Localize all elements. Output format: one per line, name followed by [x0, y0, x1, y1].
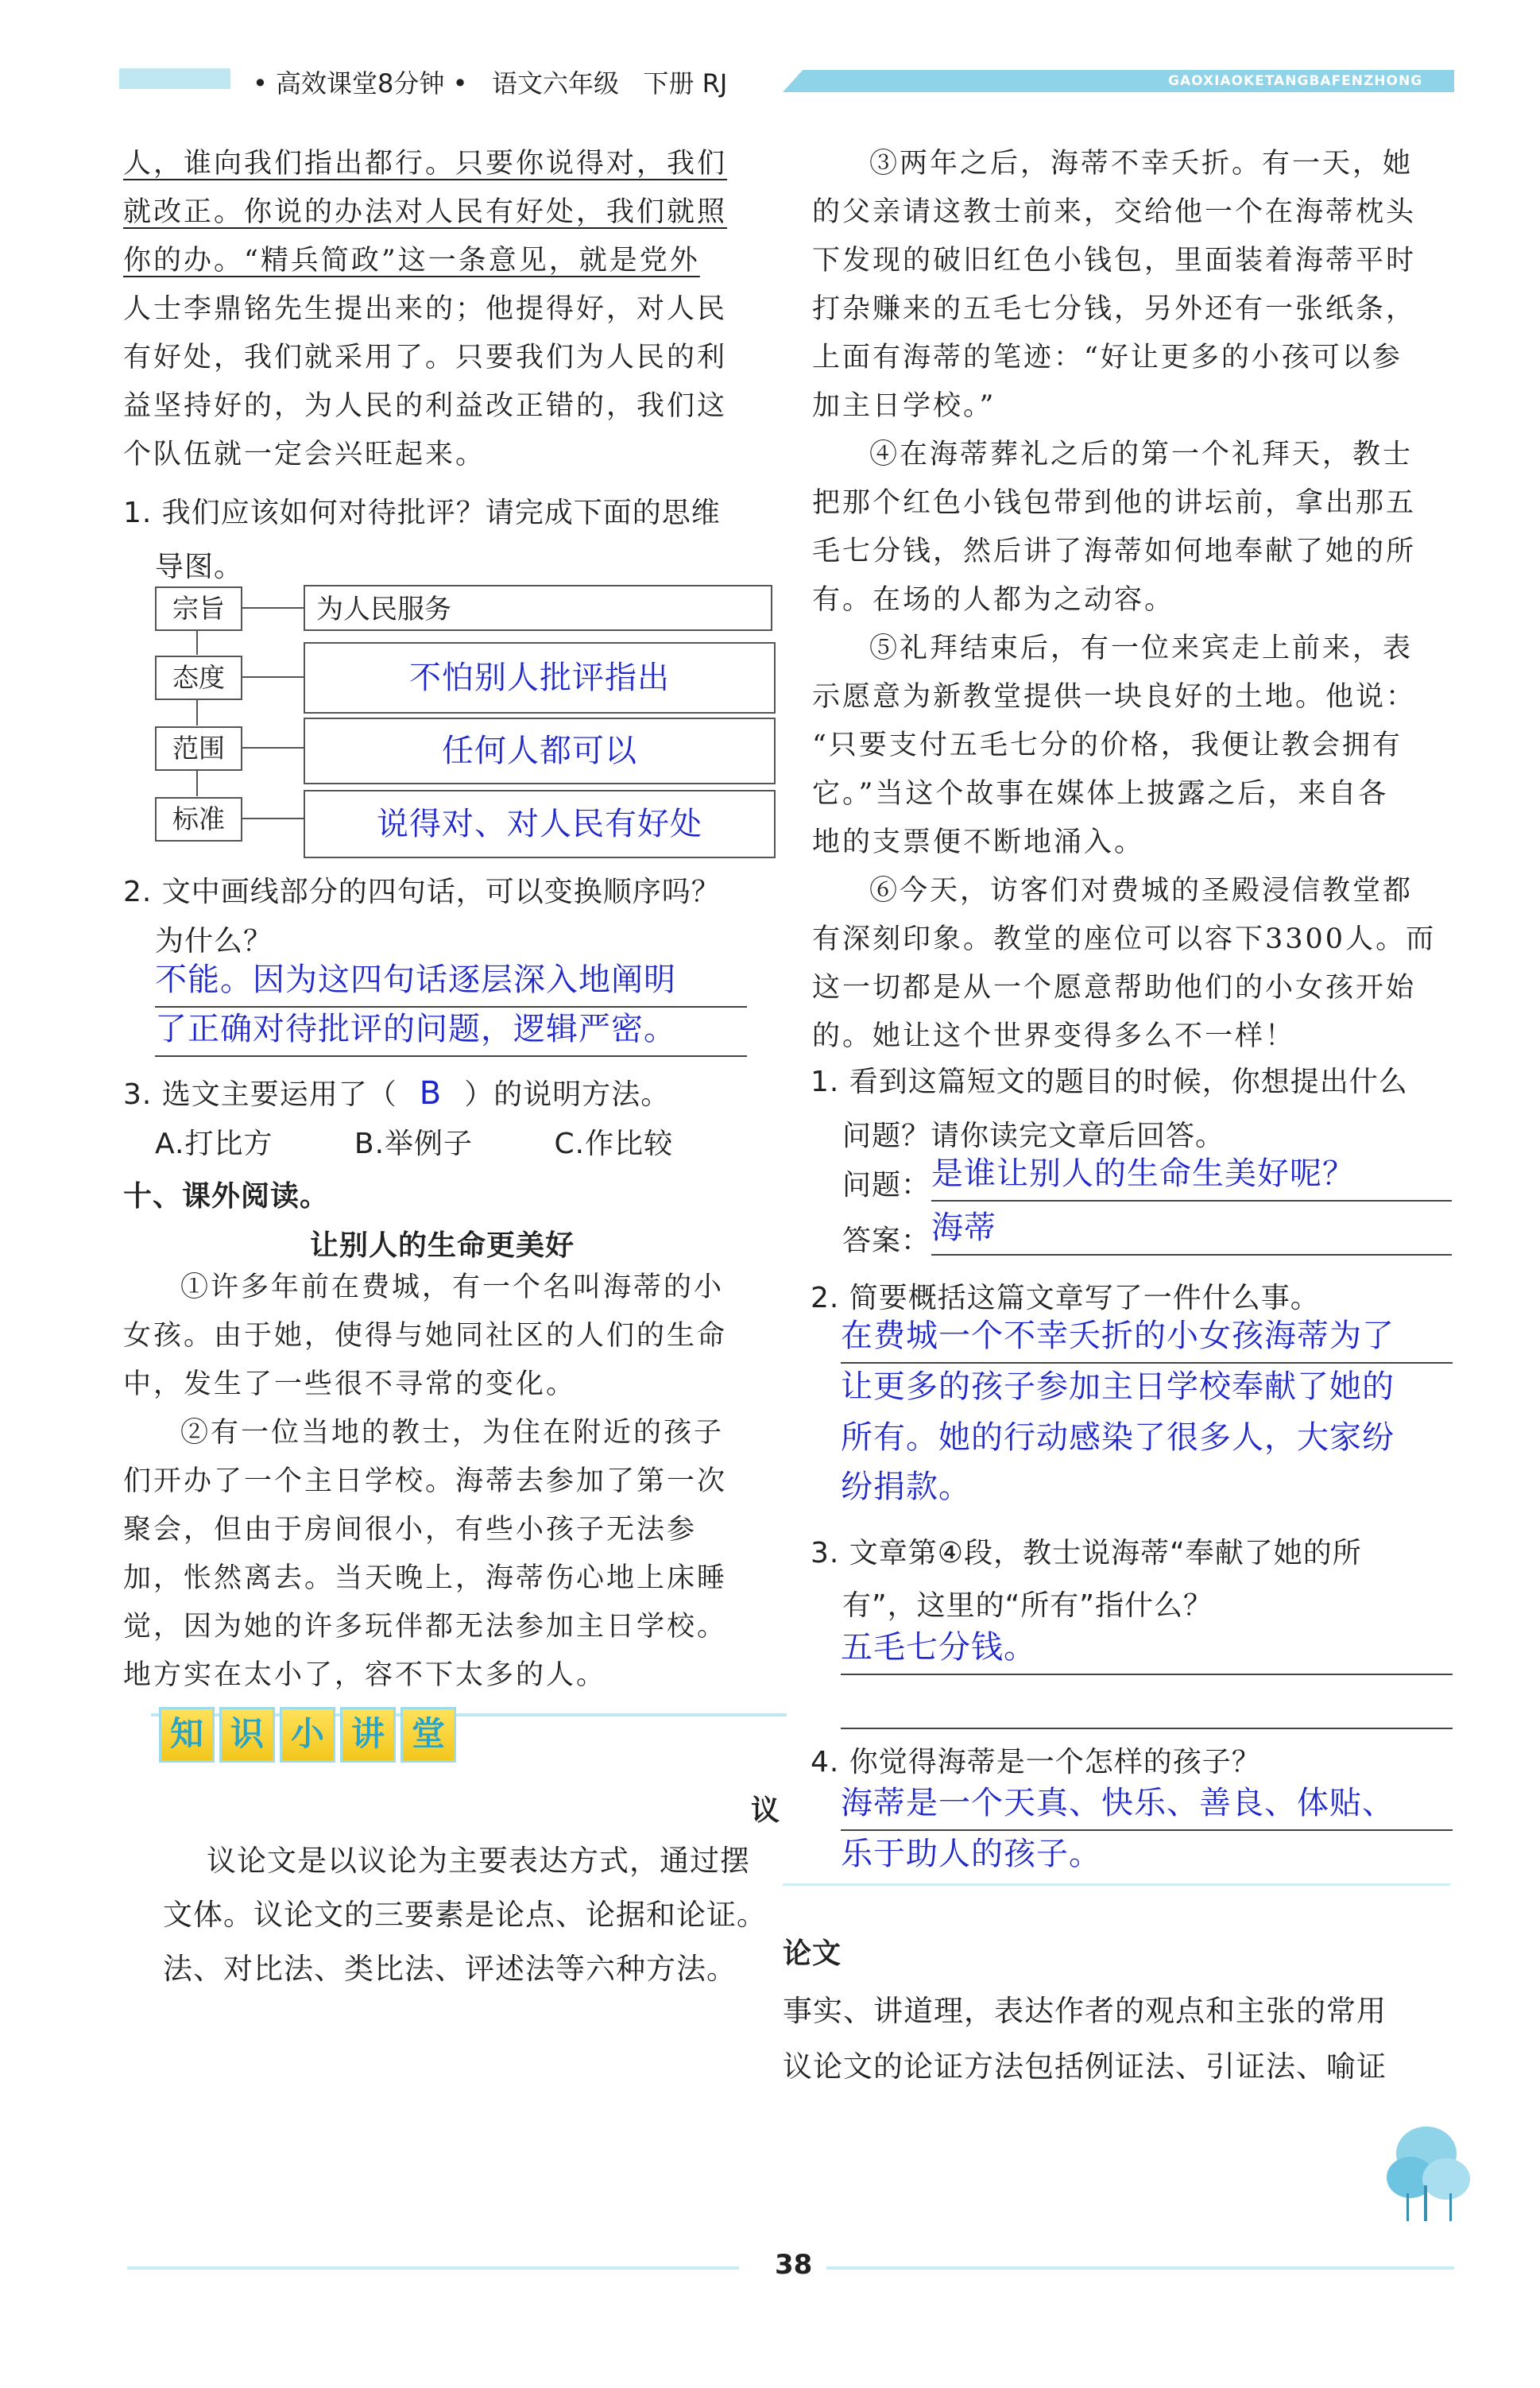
story-title: 让别人的生命更美好 [310, 1229, 575, 1262]
knowledge-text-left-2 [163, 1888, 767, 1996]
story-line: 地方实在太小了，容不下太多的人。 [123, 1659, 607, 1691]
story-line: 加主日学校。” [812, 390, 996, 422]
mindmap-connector [241, 818, 304, 819]
rq1-question-answer: 是谁让别人的生命生美好呢？ [931, 1151, 1452, 1202]
story-line: ②有一位当地的教士，为住在附近的孩子 [180, 1417, 725, 1449]
story-line: ①许多年前在费城，有一个名叫海蒂的小 [180, 1271, 725, 1303]
header-title: • 高效课堂8分钟 • 语文六年级 下册 RJ [253, 68, 728, 99]
left-q3 [123, 1070, 670, 1119]
mindmap-label-fanwei: 范围 [155, 726, 242, 771]
story-line: 聚会，但由于房间很小，有些小孩子无法参 [123, 1514, 698, 1546]
q2-answer-line1: 不能。因为这四句话逐层深入地阐明 [155, 957, 747, 1008]
q1-line2: 导图。 [155, 551, 244, 583]
passage-line: 就改正。你说的办法对人民有好处，我们就照 [123, 196, 728, 228]
story-line: 毛七分钱，然后讲了海蒂如何地奉献了她的所 [812, 536, 1417, 567]
story-line: 上面有海蒂的笔迹：“好让更多的小孩可以参 [812, 342, 1403, 373]
q2-line2: 为什么？ [155, 925, 273, 958]
story-line: 有。在场的人都为之动容。 [812, 584, 1175, 616]
q3-pre: 3. 选文主要运用了（ [123, 1078, 397, 1111]
rq2-answer-line: 纷捐款。 [841, 1469, 971, 1505]
q3-answer: B [419, 1075, 443, 1112]
story-line: 把那个红色小钱包带到他的讲坛前，拿出那五 [812, 487, 1417, 519]
mindmap-value-biaozhun: 说得对、对人民有好处 [304, 790, 776, 858]
story-line: 的。她让这个世界变得多么不一样！ [812, 1020, 1296, 1052]
passage-line: 有好处，我们就采用了。只要我们为人民的利 [123, 342, 728, 373]
knowledge-text-left [207, 1834, 750, 1888]
story-line: 示愿意为新教堂提供一块良好的土地。他说： [812, 681, 1417, 713]
knowledge-line: 议论文是以议论为主要表达方式，通过摆 [207, 1844, 750, 1878]
badge-char: 堂 [400, 1707, 456, 1763]
badge-char: 知 [159, 1707, 215, 1763]
story-line: “只要支付五毛七分的价格，我便让教会拥有 [812, 730, 1403, 761]
mindmap-connector [241, 747, 304, 749]
rq3-line2: 有”，这里的“所有”指什么？ [842, 1589, 1213, 1622]
story-line: 下发现的破旧红色小钱包，里面装着海蒂平时 [812, 245, 1417, 277]
badge-char: 小 [280, 1707, 335, 1763]
rq1-line1: 1. 看到这篇短文的题目的时候，你想提出什么 [811, 1066, 1408, 1098]
story-line: 的父亲请这教士前来，交给他一个在海蒂枕头 [812, 196, 1417, 228]
q2-line1: 2. 文中画线部分的四句话，可以变换顺序吗？ [123, 876, 721, 908]
knowledge-line: 文体。议论文的三要素是论点、论据和论证。 [163, 1898, 767, 1932]
tree-icon [1383, 2114, 1478, 2225]
badge-char: 识 [219, 1707, 275, 1763]
passage-line: 你的办。“精兵简政”这一条意见，就是党外 [123, 245, 700, 277]
q1-line1: 1. 我们应该如何对待批评？请完成下面的思维 [123, 497, 721, 529]
rq4-line1: 4. 你觉得海蒂是一个怎样的孩子？ [811, 1746, 1261, 1778]
story-line: 中，发生了一些很不寻常的变化。 [123, 1368, 577, 1400]
rq4-answer-line1: 海蒂是一个天真、快乐、善良、体贴、 [841, 1780, 1453, 1831]
right-q1 [811, 1055, 1408, 1163]
header-accent-left [119, 68, 230, 89]
right-q3 [811, 1527, 1362, 1632]
mindmap-connector [196, 629, 198, 655]
mindmap-label-taidu: 态度 [155, 656, 242, 700]
mindmap-connector [196, 769, 198, 796]
q3-option-a: A.打比方 [155, 1128, 273, 1160]
badge-char: 讲 [340, 1707, 396, 1763]
left-q2 [123, 868, 721, 966]
knowledge-line: 事实、讲道理，表达作者的观点和主张的常用 [783, 1994, 1387, 2028]
story-line: ④在海蒂葬礼之后的第一个礼拜天，教士 [869, 439, 1414, 470]
story-line: ③两年之后，海蒂不幸夭折。有一天，她 [869, 148, 1414, 180]
mindmap-label-biaozhun: 标准 [155, 797, 242, 842]
q3-option-c: C.作比较 [554, 1128, 674, 1160]
mindmap-label-zongzhi: 宗旨 [155, 586, 242, 631]
rq3-answer: 五毛七分钱。 [841, 1624, 1453, 1675]
story-line: ⑥今天，访客们对费城的圣殿浸信教堂都 [869, 875, 1414, 907]
rq4-answer-line2: 乐于助人的孩子。 [841, 1836, 1101, 1872]
section-heading: 十、课外阅读。 [123, 1180, 330, 1213]
mindmap-connector [241, 607, 304, 609]
knowledge-title-left: 议 [751, 1794, 781, 1827]
story-line: 觉，因为她的许多玩伴都无法参加主日学校。 [123, 1611, 728, 1643]
story-line: 女孩。由于她，使得与她同社区的人们的生命 [123, 1320, 728, 1352]
rq2-answer-line: 在费城一个不幸夭折的小女孩海蒂为了 [841, 1313, 1453, 1364]
q2-answer-line2: 了正确对待批评的问题，逻辑严密。 [155, 1006, 747, 1057]
rq1-question-label: 问题： [842, 1169, 931, 1202]
footer-rule-right [826, 2266, 1454, 2270]
mindmap-value-fanwei: 任何人都可以 [304, 718, 776, 784]
q3-post: ）的说明方法。 [464, 1078, 671, 1111]
right-story [812, 140, 1472, 1061]
q3-options [155, 1120, 673, 1168]
mindmap-value-zongzhi: 为人民服务 [304, 585, 772, 631]
story-line: ⑤礼拜结束后，有一位来宾走上前来，表 [869, 633, 1414, 664]
q3-option-b: B.举例子 [354, 1128, 474, 1160]
rq1-answer-answer: 海蒂 [931, 1205, 1452, 1256]
story-line: 有深刻印象。教堂的座位可以容下3300人。而 [812, 923, 1437, 955]
footer-rule-left [127, 2266, 739, 2270]
mindmap-connector [241, 676, 304, 678]
story-line: 地的支票便不断地涌入。 [812, 826, 1145, 858]
story-line: 们开办了一个主日学校。海蒂去参加了第一次 [123, 1465, 728, 1497]
mindmap-connector [196, 699, 198, 726]
mindmap-value-taidu: 不怕别人批评指出 [304, 642, 776, 714]
rq3-answer-blank [841, 1678, 1453, 1729]
left-q1 [123, 486, 721, 594]
left-passage [123, 140, 783, 479]
story-line: 它。”当这个故事在媒体上披露之后，来自各 [812, 778, 1389, 810]
page-number: 38 [775, 2249, 813, 2281]
passage-line: 人，谁向我们指出都行。只要你说得对，我们 [123, 148, 728, 180]
rq1-answer-label: 答案： [842, 1225, 931, 1257]
rq2-line1: 2. 简要概括这篇文章写了一件什么事。 [811, 1282, 1320, 1314]
knowledge-right-rule [783, 1883, 1450, 1886]
rq2-answer-line: 所有。她的行动感染了很多人，大家纷 [841, 1419, 1395, 1456]
passage-line: 益坚持好的，为人民的利益改正错的，我们这 [123, 390, 728, 422]
knowledge-title-right: 论文 [783, 1937, 842, 1970]
knowledge-line: 法、对比法、类比法、评述法等六种方法。 [163, 1952, 737, 1986]
knowledge-line: 议论文的论证方法包括例证法、引证法、喻证 [783, 2049, 1387, 2084]
knowledge-badge [159, 1707, 456, 1763]
passage-line: 个队伍就一定会兴旺起来。 [123, 439, 486, 470]
left-story [123, 1264, 783, 1700]
rq3-line1: 3. 文章第④段，教士说海蒂“奉献了她的所 [811, 1537, 1362, 1569]
knowledge-text-right [783, 1984, 1387, 2095]
rq2-answer-line: 让更多的孩子参加主日学校奉献了她的 [841, 1368, 1395, 1405]
story-line: 加，怅然离去。当天晚上，海蒂伤心地上床睡 [123, 1562, 728, 1594]
story-line: 这一切都是从一个愿意帮助他们的小女孩开始 [812, 972, 1417, 1004]
passage-line: 人士李鼎铭先生提出来的；他提得好，对人民 [123, 293, 728, 325]
story-line: 打杂赚来的五毛七分钱，另外还有一张纸条， [812, 293, 1417, 325]
header-pinyin: GAOXIAOKETANGBAFENZHONG [1168, 73, 1423, 89]
rq1-line2: 问题？请你读完文章后回答。 [842, 1120, 1225, 1152]
